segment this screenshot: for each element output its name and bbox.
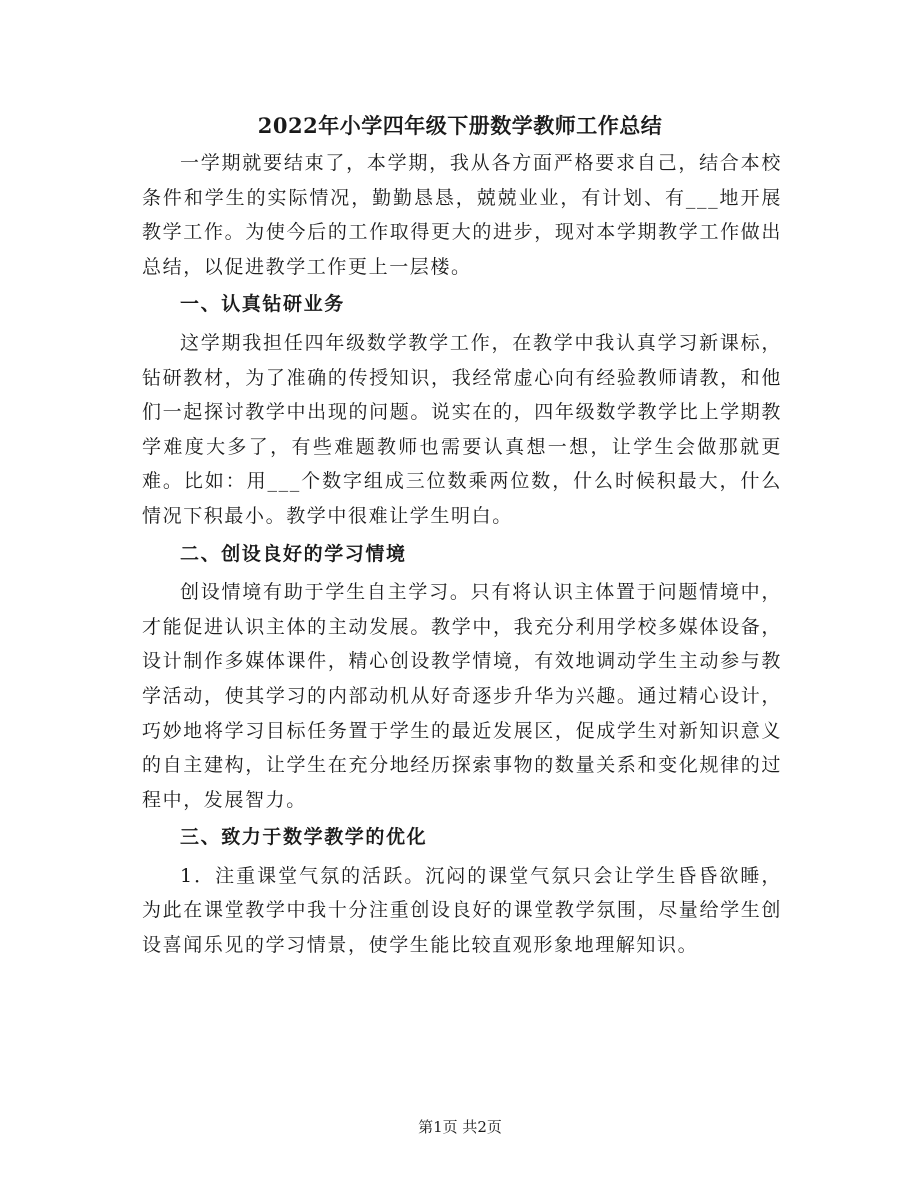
- intro-paragraph: 一学期就要结束了，本学期，我从各方面严格要求自己，结合本校条件和学生的实际情况，勤勤恳恳，兢兢业业，有计划、有___地开展教学工作。为使今后的工作取得更大的进步，现对本学期教学工作做出总结，以促进教学工作更上一层楼。: [142, 152, 782, 278]
- section-heading-2: 二、创设良好的学习情境: [180, 542, 407, 565]
- section-paragraph-2: 创设情境有助于学生自主学习。只有将认识主体置于问题情境中，才能促进认识主体的主动发展。教学中，我充分利用学校多媒体设备，设计制作多媒体课件，精心创设教学情境，有效地调动学生主动参与教学活动，使其学习的内部动机从好奇逐步升华为兴趣。通过精心设计，巧妙地将学习目标任务置于学生的最近发展区，促成学生对新知识意义的自主建构，让学生在充分地经历探索事物的数量关系和变化规律的过程中，发展智力。: [142, 581, 782, 811]
- page-number-footer: 第1页 共2页: [418, 1118, 502, 1136]
- section-paragraph-1: 这学期我担任四年级数学教学工作，在教学中我认真学习新课标，钻研教材，为了准确的传授知识，我经常虚心向有经验教师请教，和他们一起探讨教学中出现的问题。说实在的，四年级数学教学比上学期教学难度大多了，有些难题教师也需要认真想一想，让学生会做那就更难。比如：用___个数字组成三位数乘两位数，什么时候积最大，什么情况下积最小。教学中很难让学生明白。: [142, 331, 782, 527]
- section-heading-3: 三、致力于数学教学的优化: [180, 826, 428, 849]
- document-body: [142, 146, 782, 963]
- document-title: 2022年小学四年级下册数学教师工作总结: [257, 113, 663, 138]
- section-paragraph-3: 1．注重课堂气氛的活跃。沉闷的课堂气氛只会让学生昏昏欲睡，为此在课堂教学中我十分注重创设良好的课堂教学氛围，尽量给学生创设喜闻乐见的学习情景，使学生能比较直观形象地理解知识。: [142, 864, 782, 957]
- section-heading-1: 一、认真钻研业务: [180, 293, 345, 316]
